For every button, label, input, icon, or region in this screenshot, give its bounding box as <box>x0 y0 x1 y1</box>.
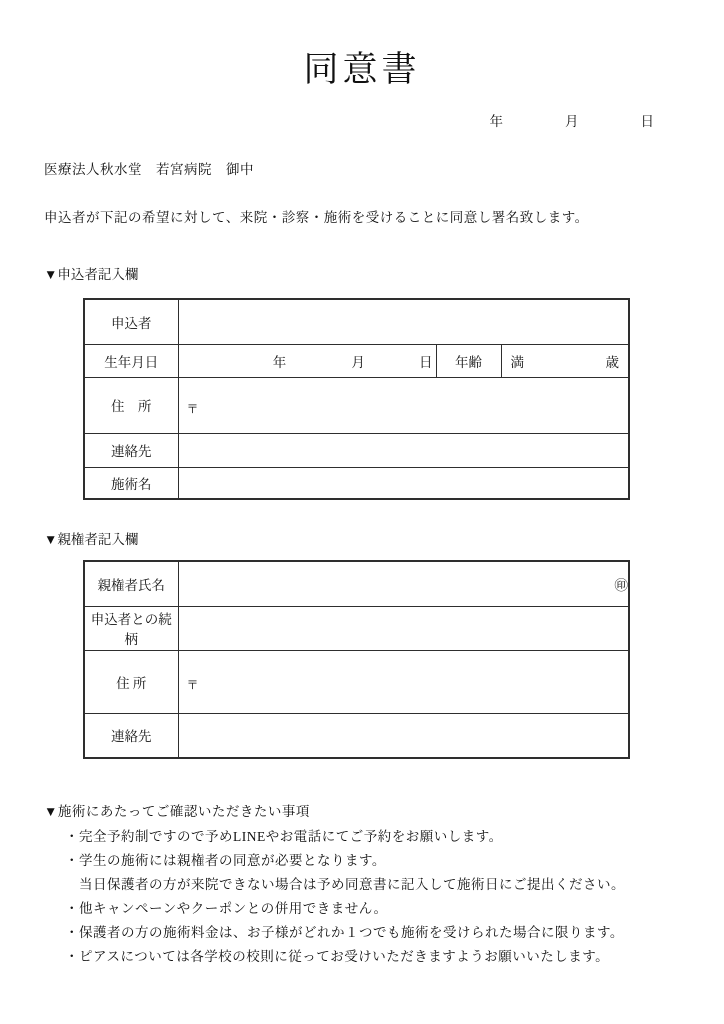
relationship-label: 申込者との続柄 <box>84 606 178 650</box>
notes-section-heading: ▼施術にあたってご確認いただきたい事項 <box>44 804 310 819</box>
consent-statement: 申込者が下記の希望に対して、来院・診察・施術を受けることに同意し署名致します。 <box>44 210 589 225</box>
guardian-contact-label: 連絡先 <box>84 713 178 758</box>
age-unit-label: 歳 <box>605 354 619 370</box>
guardian-contact-field[interactable] <box>178 713 629 758</box>
relationship-field[interactable] <box>178 606 629 650</box>
spacer <box>286 360 351 361</box>
applicant-table <box>83 298 630 500</box>
guardian-table <box>83 560 630 759</box>
applicant-address-label: 住 所 <box>84 377 178 433</box>
applicant-label: 申込者 <box>84 299 178 344</box>
table-row <box>84 467 629 499</box>
table-row <box>84 713 629 758</box>
postal-mark: 〒 <box>186 678 199 692</box>
age-field[interactable] <box>501 344 629 377</box>
table-row <box>84 650 629 713</box>
note-item: ・ピアスについては各学校の校則に従ってお受けいただきますようお願いいたします。 <box>65 949 610 964</box>
note-item: ・他キャンペーンやクーポンとの併用できません。 <box>65 901 388 916</box>
note-item-continuation: 当日保護者の方が来院できない場合は予め同意書に記入して施術日にご提出ください。 <box>79 877 625 892</box>
spacer <box>365 360 419 361</box>
birthdate-month-label: 月 <box>351 354 365 370</box>
guardian-address-label: 住 所 <box>84 650 178 713</box>
guardian-address-field[interactable] <box>178 650 629 713</box>
note-item: ・学生の施術には親権者の同意が必要となります。 <box>65 853 386 868</box>
applicant-section-heading: ▼申込者記入欄 <box>44 267 139 282</box>
table-row <box>84 433 629 467</box>
date-day-label: 日 <box>640 114 654 129</box>
table-row <box>84 606 629 650</box>
birthdate-day-label: 日 <box>419 354 433 370</box>
guardian-section-heading: ▼親権者記入欄 <box>44 532 139 547</box>
guardian-name-label: 親権者氏名 <box>84 561 178 606</box>
recipient-line: 医療法人秋水堂 若宮病院 御中 <box>44 162 254 177</box>
note-item: ・完全予約制ですので予めLINEやお電話にてご予約をお願いします。 <box>65 829 503 844</box>
table-row <box>84 561 629 606</box>
date-line <box>490 110 655 130</box>
spacer <box>433 360 436 361</box>
postal-mark: 〒 <box>186 401 199 416</box>
birthdate-label: 生年月日 <box>84 344 178 377</box>
guardian-name-field[interactable] <box>178 561 629 606</box>
birthdate-field[interactable] <box>178 344 436 377</box>
date-year-label: 年 <box>489 114 503 129</box>
applicant-contact-field[interactable] <box>178 433 629 467</box>
table-row <box>84 344 629 377</box>
note-item: ・保護者の方の施術料金は、お子様がどれか１つでも施術を受けられた場合に限ります。 <box>65 925 624 940</box>
birthdate-year-label: 年 <box>272 354 287 370</box>
applicant-name-field[interactable] <box>178 299 629 344</box>
applicant-contact-label: 連絡先 <box>84 433 178 467</box>
treatment-label: 施術名 <box>84 467 178 499</box>
seal-mark-icon: ㊞ <box>614 577 628 593</box>
age-full-label: 満 <box>510 354 524 370</box>
age-label: 年齢 <box>436 344 501 377</box>
spacer <box>179 360 273 361</box>
date-month-label: 月 <box>565 114 579 129</box>
notes-section <box>44 800 625 969</box>
applicant-address-field[interactable] <box>178 377 629 433</box>
table-row <box>84 377 629 433</box>
page-title: 同意書 <box>303 50 421 89</box>
treatment-field[interactable] <box>178 467 629 499</box>
table-row <box>84 299 629 344</box>
